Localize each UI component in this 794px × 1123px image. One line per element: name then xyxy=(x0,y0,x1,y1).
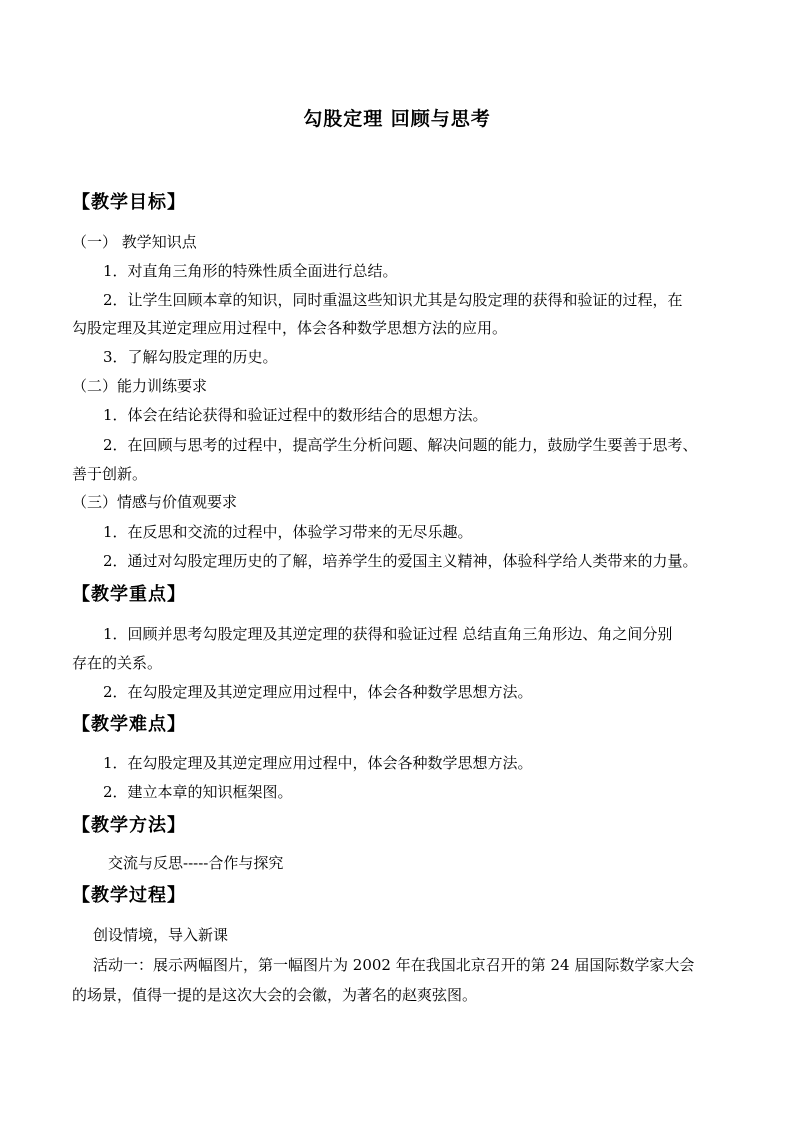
section-heading-goals: 【教学目标】 xyxy=(72,192,186,213)
paragraph-line: 1．体会在结论获得和验证过程中的数形结合的思想方法。 xyxy=(103,406,488,424)
paragraph-line: 活动一：展示两幅图片，第一幅图片为 2002 年在我国北京召开的第 24 届国际数学家大会 xyxy=(93,956,695,974)
paragraph-line: 2．在回顾与思考的过程中，提高学生分析问题、解决问题的能力，鼓励学生要善于思考、 xyxy=(103,436,698,454)
subsection-emotion: （三）情感与价值观要求 xyxy=(72,493,238,511)
paragraph-line: 存在的关系。 xyxy=(72,654,163,672)
subsection-ability: （二）能力训练要求 xyxy=(72,377,208,395)
paragraph-line: 勾股定理及其逆定理应用过程中，体会各种数学思想方法的应用。 xyxy=(72,319,508,337)
document-title: 勾股定理 回顾与思考 xyxy=(303,108,491,130)
methods-text: 交流与反思-----合作与探究 xyxy=(108,854,284,872)
paragraph-line: 1．对直角三角形的特殊性质全面进行总结。 xyxy=(103,262,398,280)
paragraph-line: 1．在勾股定理及其逆定理应用过程中，体会各种数学思想方法。 xyxy=(103,754,533,772)
paragraph-line: 2．让学生回顾本章的知识，同时重温这些知识尤其是勾股定理的获得和验证的过程，在 xyxy=(103,291,683,309)
paragraph-line: 2．建立本章的知识框架图。 xyxy=(103,783,293,801)
paragraph-line: 1．在反思和交流的过程中，体验学习带来的无尽乐趣。 xyxy=(103,523,473,541)
section-heading-key-points: 【教学重点】 xyxy=(72,584,186,605)
paragraph-line: 创设情境，导入新课 xyxy=(93,926,229,944)
section-heading-process: 【教学过程】 xyxy=(72,885,186,906)
section-heading-difficulties: 【教学难点】 xyxy=(72,714,186,735)
paragraph-line: 善于创新。 xyxy=(72,465,148,483)
paragraph-line: 3．了解勾股定理的历史。 xyxy=(103,348,278,366)
paragraph-line: 1．回顾并思考勾股定理及其逆定理的获得和验证过程 总结直角三角形边、角之间分别 xyxy=(103,625,673,643)
paragraph-line: 2．通过对勾股定理历史的了解，培养学生的爱国主义精神，体验科学给人类带来的力量。 xyxy=(103,552,698,570)
subsection-knowledge: （一） 教学知识点 xyxy=(72,233,197,251)
paragraph-line: 2．在勾股定理及其逆定理应用过程中，体会各种数学思想方法。 xyxy=(103,683,533,701)
paragraph-line: 的场景，值得一提的是这次大会的会徽，为著名的赵爽弦图。 xyxy=(72,986,478,1004)
section-heading-methods: 【教学方法】 xyxy=(72,815,186,836)
